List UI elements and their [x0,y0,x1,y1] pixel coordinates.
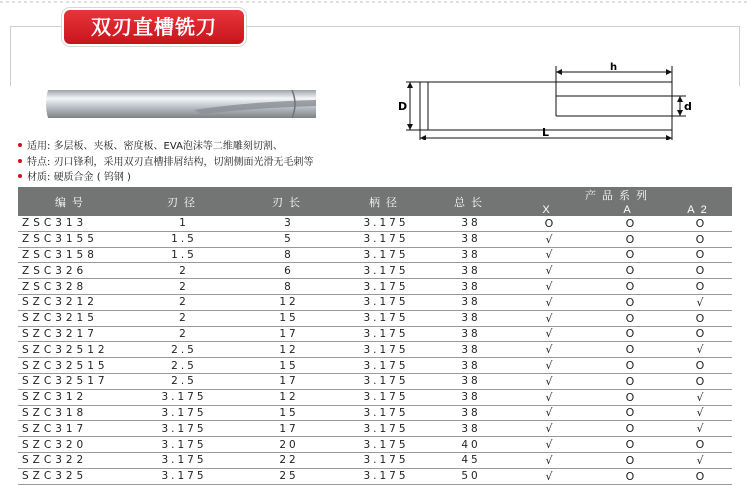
cell-series-x: √ [506,263,592,279]
table-row [18,389,732,405]
cell-code: SZC3217 [18,326,126,342]
cell-series-a2: O [668,310,732,326]
feature-list [18,139,314,186]
table-row [18,437,732,453]
cell-blade-diameter: 2.5 [126,358,242,374]
cell-series-a2: O [668,437,732,453]
table-row [18,263,732,279]
cell-blade-length: 3 [242,216,336,231]
cell-series-x: √ [506,437,592,453]
table-row [18,421,732,437]
cell-series-x: √ [506,452,592,468]
cell-blade-diameter: 2.5 [126,342,242,358]
cell-total-length: 38 [436,421,506,437]
cell-blade-diameter: 1.5 [126,247,242,263]
cell-series-x: √ [506,310,592,326]
cell-total-length: 38 [436,279,506,295]
feature-text: 硬质合金 ( 钨钢 ) [53,172,131,183]
cell-shank-diameter: 3.175 [336,263,436,279]
cell-series-a: O [592,263,668,279]
cell-code: ZSC328 [18,279,126,295]
cell-code: ZSC3155 [18,231,126,247]
cell-code: SZC32517 [18,373,126,389]
table-row [18,216,732,231]
header-blade-length: 刃长 [242,187,336,216]
feature-label: 材质: [27,172,51,183]
cell-series-x: √ [506,421,592,437]
header-shank-diameter: 柄径 [336,187,436,216]
feature-label: 特点: [27,156,51,168]
cell-blade-diameter: 2 [126,279,242,295]
cell-shank-diameter: 3.175 [336,421,436,437]
cell-total-length: 50 [436,468,506,484]
cell-total-length: 38 [436,358,506,374]
cell-series-a2: O [668,216,732,231]
cell-series-a2: O [668,468,732,484]
cell-series-a2: O [668,326,732,342]
cell-blade-length: 17 [242,421,336,437]
header-blade-diameter: 刃径 [126,187,242,216]
end-mill-photo [44,84,316,124]
header-series-x: X [506,203,592,216]
cell-blade-diameter: 3.175 [126,437,242,453]
cell-series-a: O [592,468,668,484]
label-d: d [684,100,692,113]
cell-blade-length: 8 [242,247,336,263]
cell-total-length: 38 [436,247,506,263]
spec-table [18,187,732,485]
feature-characteristics [18,155,314,171]
cell-blade-length: 20 [242,437,336,453]
label-D: D [398,100,408,113]
cell-series-x: O [506,216,592,231]
cell-blade-diameter: 2 [126,294,242,310]
cell-code: ZSC313 [18,216,126,231]
cell-series-a2: √ [668,452,732,468]
cell-shank-diameter: 3.175 [336,437,436,453]
cell-blade-length: 12 [242,342,336,358]
cell-blade-diameter: 3.175 [126,405,242,421]
cell-blade-length: 8 [242,279,336,295]
header-product-series: 产品系列 [506,187,732,203]
cell-shank-diameter: 3.175 [336,468,436,484]
cell-blade-diameter: 2 [126,310,242,326]
cell-shank-diameter: 3.175 [336,326,436,342]
bullet-icon [18,174,22,178]
cell-blade-length: 15 [242,405,336,421]
cell-series-a2: √ [668,342,732,358]
table-row [18,231,732,247]
cell-series-a2: √ [668,405,732,421]
label-h: h [610,62,618,73]
cell-total-length: 38 [436,373,506,389]
cell-code: SZC3212 [18,294,126,310]
cell-series-a2: O [668,358,732,374]
cell-series-a: O [592,231,668,247]
cell-blade-length: 6 [242,263,336,279]
cell-series-x: √ [506,373,592,389]
cell-shank-diameter: 3.175 [336,247,436,263]
cell-series-a2: √ [668,294,732,310]
cell-blade-length: 17 [242,326,336,342]
cell-blade-length: 22 [242,452,336,468]
cell-total-length: 38 [436,263,506,279]
cell-series-x: √ [506,389,592,405]
feature-label: 适用: [27,141,51,152]
cell-series-a: O [592,279,668,295]
cell-series-a: O [592,405,668,421]
cell-blade-length: 12 [242,389,336,405]
cell-series-a: O [592,358,668,374]
cell-code: SZC317 [18,421,126,437]
cell-series-x: √ [506,468,592,484]
cell-series-a: O [592,437,668,453]
feature-usage [18,139,314,155]
cell-blade-diameter: 3.175 [126,468,242,484]
header-total-length: 总长 [436,187,506,216]
cell-series-x: √ [506,294,592,310]
page-title: 双刃直槽铣刀 [62,8,246,46]
cell-series-a2: √ [668,421,732,437]
table-header-row [18,187,732,203]
bullet-icon [18,143,22,147]
cell-series-x: √ [506,279,592,295]
cell-code: SZC312 [18,389,126,405]
cell-blade-diameter: 2 [126,326,242,342]
cell-series-a2: O [668,373,732,389]
cell-shank-diameter: 3.175 [336,231,436,247]
cell-series-a: O [592,326,668,342]
table-row [18,294,732,310]
cell-blade-length: 12 [242,294,336,310]
cell-shank-diameter: 3.175 [336,294,436,310]
cell-total-length: 38 [436,389,506,405]
cell-total-length: 38 [436,405,506,421]
cell-shank-diameter: 3.175 [336,216,436,231]
table-row [18,310,732,326]
cell-code: SZC32515 [18,358,126,374]
cell-code: ZSC326 [18,263,126,279]
cell-series-a: O [592,421,668,437]
cell-shank-diameter: 3.175 [336,310,436,326]
cell-code: SZC318 [18,405,126,421]
cell-total-length: 38 [436,216,506,231]
table-row [18,247,732,263]
table-row [18,326,732,342]
cell-code: ZSC3158 [18,247,126,263]
cell-code: SZC320 [18,437,126,453]
cell-blade-length: 15 [242,310,336,326]
feature-text: 刃口锋利，采用双刃直槽排屑结构，切割侧面光滑无毛刺等 [53,156,314,168]
cell-series-a: O [592,389,668,405]
table-row [18,468,732,484]
header-series-a: A [592,203,668,216]
cell-series-x: √ [506,342,592,358]
cell-total-length: 40 [436,437,506,453]
header-code: 编号 [18,187,126,216]
cell-shank-diameter: 3.175 [336,405,436,421]
cell-series-x: √ [506,326,592,342]
table-row [18,405,732,421]
cell-series-x: √ [506,405,592,421]
cell-blade-diameter: 1 [126,216,242,231]
table-body [18,216,732,484]
cell-blade-diameter: 3.175 [126,452,242,468]
cell-shank-diameter: 3.175 [336,373,436,389]
cell-code: SZC322 [18,452,126,468]
cell-blade-diameter: 2.5 [126,373,242,389]
cell-total-length: 38 [436,294,506,310]
cell-code: SZC3215 [18,310,126,326]
dimension-drawing [396,60,696,140]
cell-blade-diameter: 3.175 [126,389,242,405]
cell-total-length: 38 [436,231,506,247]
cell-series-a: O [592,294,668,310]
cell-series-x: √ [506,358,592,374]
cell-series-a2: O [668,231,732,247]
table-row [18,452,732,468]
cell-total-length: 38 [436,326,506,342]
cell-series-a2: √ [668,389,732,405]
feature-text: 多层板、夹板、密度板、EVA泡沫等二维雕刻切割、 [53,141,283,152]
frame-line-left [10,26,11,86]
top-dotted-border [0,0,750,6]
cell-series-x: √ [506,231,592,247]
table-row [18,358,732,374]
cell-series-a: O [592,452,668,468]
cell-total-length: 45 [436,452,506,468]
cell-blade-length: 15 [242,358,336,374]
cell-series-a2: O [668,279,732,295]
feature-material [18,170,314,186]
cell-code: SZC325 [18,468,126,484]
cell-code: SZC32512 [18,342,126,358]
cell-total-length: 38 [436,310,506,326]
cell-shank-diameter: 3.175 [336,389,436,405]
label-L: L [542,126,550,139]
cell-blade-diameter: 2 [126,263,242,279]
cell-total-length: 38 [436,342,506,358]
cell-series-a: O [592,216,668,231]
cell-series-a2: O [668,247,732,263]
frame-line-right [739,26,740,86]
cell-blade-diameter: 3.175 [126,421,242,437]
table-row [18,373,732,389]
table-row [18,279,732,295]
header-series-a2: A2 [668,203,732,216]
cell-blade-diameter: 1.5 [126,231,242,247]
cell-series-a: O [592,310,668,326]
bullet-icon [18,159,22,163]
cell-series-a: O [592,373,668,389]
cell-shank-diameter: 3.175 [336,279,436,295]
table-row [18,342,732,358]
cell-series-a2: O [668,263,732,279]
cell-blade-length: 17 [242,373,336,389]
cell-blade-length: 25 [242,468,336,484]
cell-blade-length: 5 [242,231,336,247]
cell-series-a: O [592,342,668,358]
cell-shank-diameter: 3.175 [336,358,436,374]
cell-shank-diameter: 3.175 [336,342,436,358]
cell-shank-diameter: 3.175 [336,452,436,468]
cell-series-x: √ [506,247,592,263]
cell-series-a: O [592,247,668,263]
